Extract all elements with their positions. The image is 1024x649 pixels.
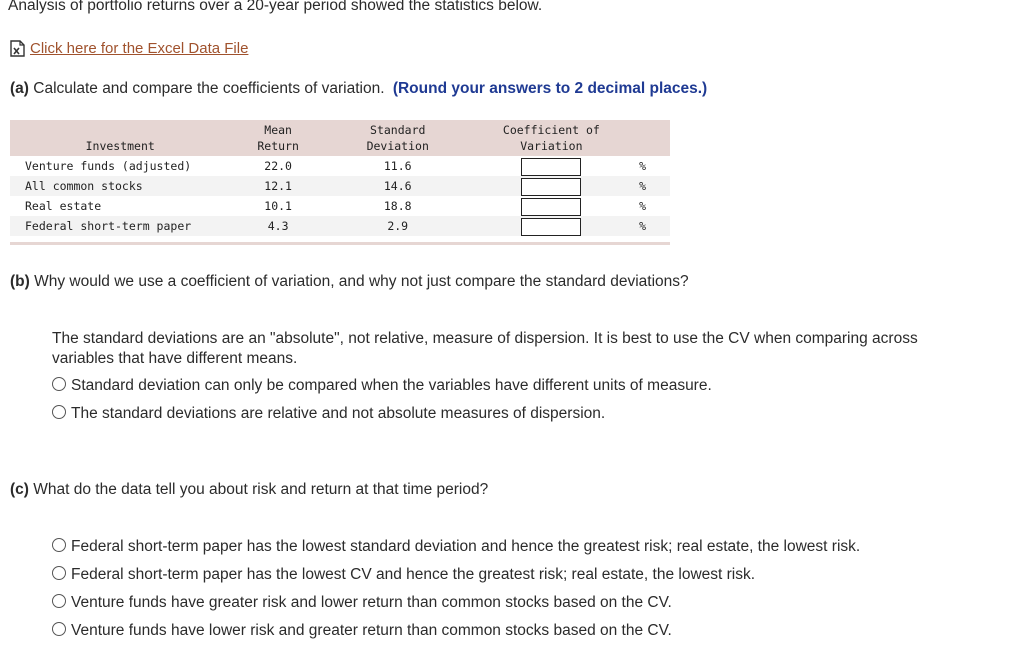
option-text: Standard deviation can only be compared when the variables have different units of measure.: [71, 377, 712, 394]
excel-file-link[interactable]: [10, 40, 248, 57]
excel-file-icon: [10, 40, 26, 57]
row-unit: %: [633, 176, 670, 196]
row-unit: %: [639, 199, 647, 213]
row-mean: 4.3: [230, 216, 325, 236]
statistics-table: [10, 120, 670, 245]
option-text-continued: variables that have different means.: [52, 350, 298, 367]
row-mean: 10.1: [264, 199, 292, 213]
table-header-row: [10, 120, 670, 156]
cv-input-common-stocks[interactable]: [521, 178, 581, 196]
part-c-option-1[interactable]: [52, 538, 860, 556]
radio-button[interactable]: [52, 566, 66, 580]
part-a-text: Calculate and compare the coefficients of variation.: [33, 80, 385, 97]
table-row: [10, 176, 670, 196]
row-unit: %: [633, 216, 670, 236]
cv-input-venture-funds[interactable]: [521, 158, 581, 176]
part-b-option-1[interactable]: [52, 329, 1012, 369]
part-b-prompt: [10, 273, 689, 291]
option-text: Federal short-term paper has the lowest CV and hence the greatest risk; real estate, the lowest risk.: [71, 566, 756, 583]
option-text: Federal short-term paper has the lowest standard deviation and hence the greatest risk; real estate, the lowest risk.: [71, 538, 861, 555]
rounding-hint: (Round your answers to 2 decimal places.): [392, 80, 708, 97]
row-sd: 11.6: [383, 159, 412, 173]
row-name: Real estate: [25, 199, 102, 213]
row-unit: %: [639, 159, 647, 173]
part-c-option-2[interactable]: [52, 566, 755, 584]
part-c-option-4[interactable]: [52, 622, 672, 640]
cv-input-federal-paper[interactable]: [521, 218, 581, 236]
table-row: [10, 156, 670, 176]
part-b-option-3[interactable]: [52, 405, 605, 423]
radio-button[interactable]: [52, 405, 66, 419]
table-bottom-rule: [10, 242, 670, 245]
radio-button[interactable]: [52, 622, 66, 636]
part-c-label: (c): [10, 481, 29, 498]
row-sd: 14.6: [326, 176, 470, 196]
row-name: All common stocks: [10, 176, 230, 196]
row-mean: 12.1: [230, 176, 325, 196]
problem-intro: Analysis of portfolio returns over a 20-year period showed the statistics below.: [8, 0, 543, 14]
header-unit: [633, 120, 670, 156]
part-c-prompt: [10, 481, 488, 499]
option-text: The standard deviations are relative and not absolute measures of dispersion.: [71, 405, 606, 422]
header-mean-return: Mean Return: [257, 123, 299, 153]
radio-button[interactable]: [52, 594, 66, 608]
part-a-label: (a): [10, 80, 29, 97]
option-text: Venture funds have greater risk and lower return than common stocks based on the CV.: [71, 594, 672, 611]
excel-file-link-text[interactable]: Click here for the Excel Data File: [30, 40, 249, 57]
header-coefficient-of-variation: Coefficient of Variation: [502, 123, 600, 153]
row-name: Federal short-term paper: [10, 216, 230, 236]
cv-input-real-estate[interactable]: [521, 198, 581, 216]
table-row: [10, 216, 670, 236]
part-b-label: (b): [10, 273, 30, 290]
row-sd: 2.9: [326, 216, 470, 236]
part-b-option-2[interactable]: [52, 377, 712, 395]
radio-button[interactable]: [52, 377, 66, 391]
part-c-option-3[interactable]: [52, 594, 672, 612]
header-investment: Investment: [85, 139, 155, 153]
part-c-text: What do the data tell you about risk and return at that time period?: [33, 481, 489, 498]
option-text: Venture funds have lower risk and greater return than common stocks based on the CV.: [71, 622, 672, 639]
radio-button[interactable]: [52, 538, 66, 552]
table-row: [10, 196, 670, 216]
row-mean: 22.0: [264, 159, 292, 173]
option-text: The standard deviations are an "absolute", not relative, measure of dispersion. It is best to use the CV when comparing across: [52, 330, 918, 347]
part-a-prompt: [10, 80, 707, 98]
header-standard-deviation: Standard Deviation: [366, 123, 429, 153]
part-b-text: Why would we use a coefficient of variation, and why not just compare the standard deviations?: [34, 273, 689, 290]
row-sd: 18.8: [383, 199, 412, 213]
row-name: Venture funds (adjusted): [25, 159, 192, 173]
